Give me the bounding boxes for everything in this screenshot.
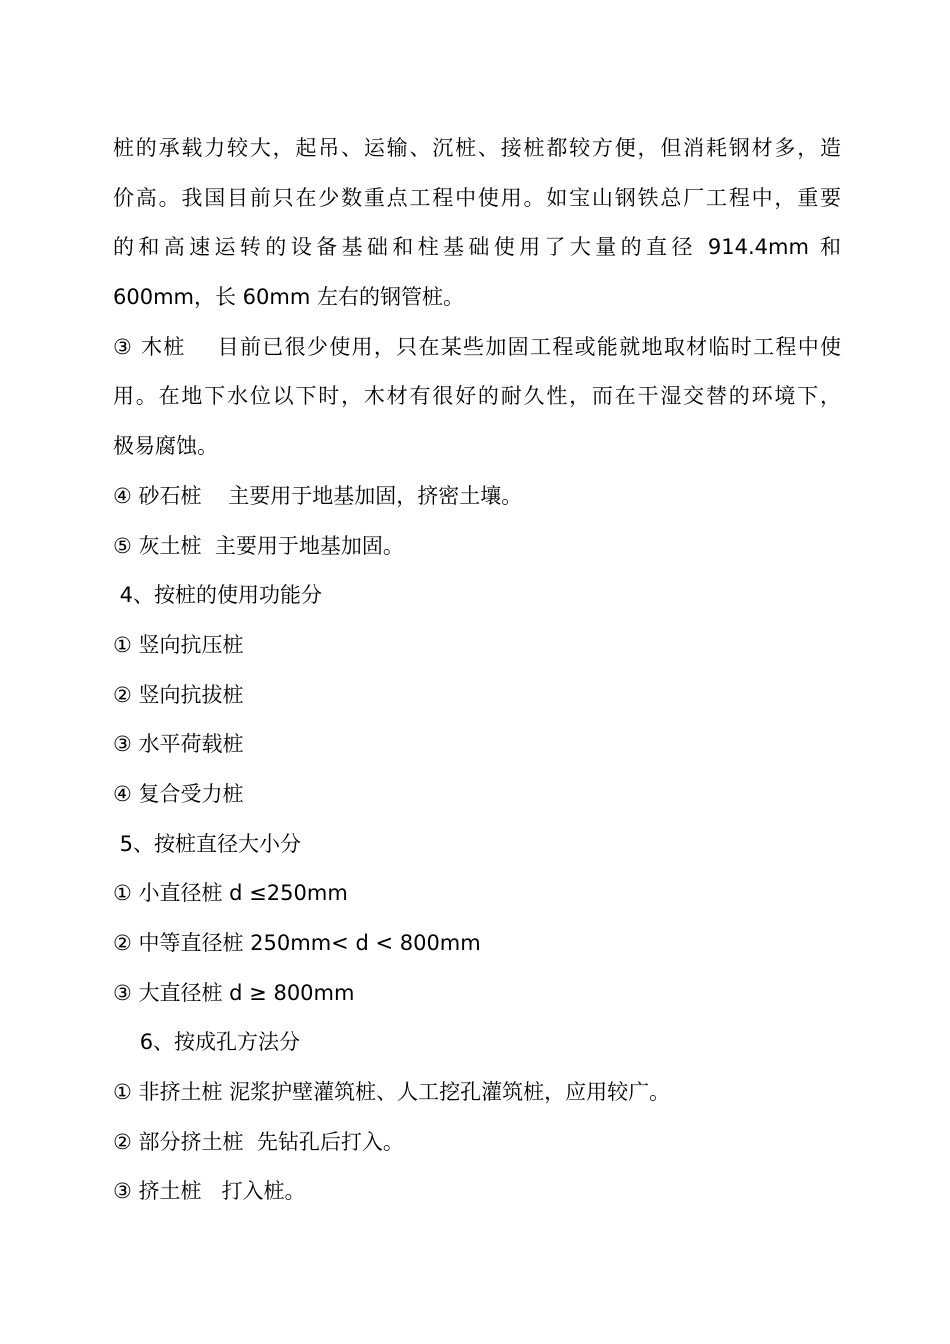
document-body xyxy=(113,124,841,1217)
list-item: ① 小直径桩 d ≤250mm xyxy=(113,881,348,906)
section-heading: 5、按桩直径大小分 xyxy=(113,831,302,856)
list-item: ③ 水平荷载桩 xyxy=(113,732,244,757)
paragraph-line: 600mm，长 60mm 左右的钢管桩。 xyxy=(113,285,464,310)
paragraph-line: 的和高速运转的设备基础和柱基础使用了大量的直径 914.4mm 和 xyxy=(113,235,841,260)
list-item: ④ 复合受力桩 xyxy=(113,781,244,806)
paragraph-line: 极易腐蚀。 xyxy=(113,434,218,459)
paragraph-line: 桩的承载力较大，起吊、运输、沉桩、接桩都较方便，但消耗钢材多，造 xyxy=(113,136,841,160)
list-item: ② 中等直径桩 250mm< d < 800mm xyxy=(113,931,481,955)
list-item: ⑤ 灰土桩 主要用于地基加固。 xyxy=(113,533,404,558)
paragraph-line: 价高。我国目前只在少数重点工程中使用。如宝山钢铁总厂工程中，重要 xyxy=(113,185,841,210)
section-heading: 4、按桩的使用功能分 xyxy=(113,583,323,608)
paragraph-line: ③ 木桩 目前已很少使用，只在某些加固工程或能就地取材临时工程中使 xyxy=(113,334,841,359)
list-item: ④ 砂石桩 主要用于地基加固，挤密土壤。 xyxy=(113,483,523,508)
list-item: ② 部分挤土桩 先钻孔后打入。 xyxy=(113,1129,404,1154)
list-item: ① 竖向抗压桩 xyxy=(113,632,244,657)
section-heading: 6、按成孔方法分 xyxy=(113,1030,301,1055)
list-item: ③ 挤土桩 打入桩。 xyxy=(113,1179,306,1204)
list-item: ③ 大直径桩 d ≥ 800mm xyxy=(113,980,355,1005)
list-item: ② 竖向抗拔桩 xyxy=(113,682,244,707)
list-item: ① 非挤土桩 泥浆护壁灌筑桩、人工挖孔灌筑桩，应用较广。 xyxy=(113,1080,671,1105)
paragraph-line: 用。在地下水位以下时，木材有很好的耐久性，而在干湿交替的环境下， xyxy=(113,384,841,409)
